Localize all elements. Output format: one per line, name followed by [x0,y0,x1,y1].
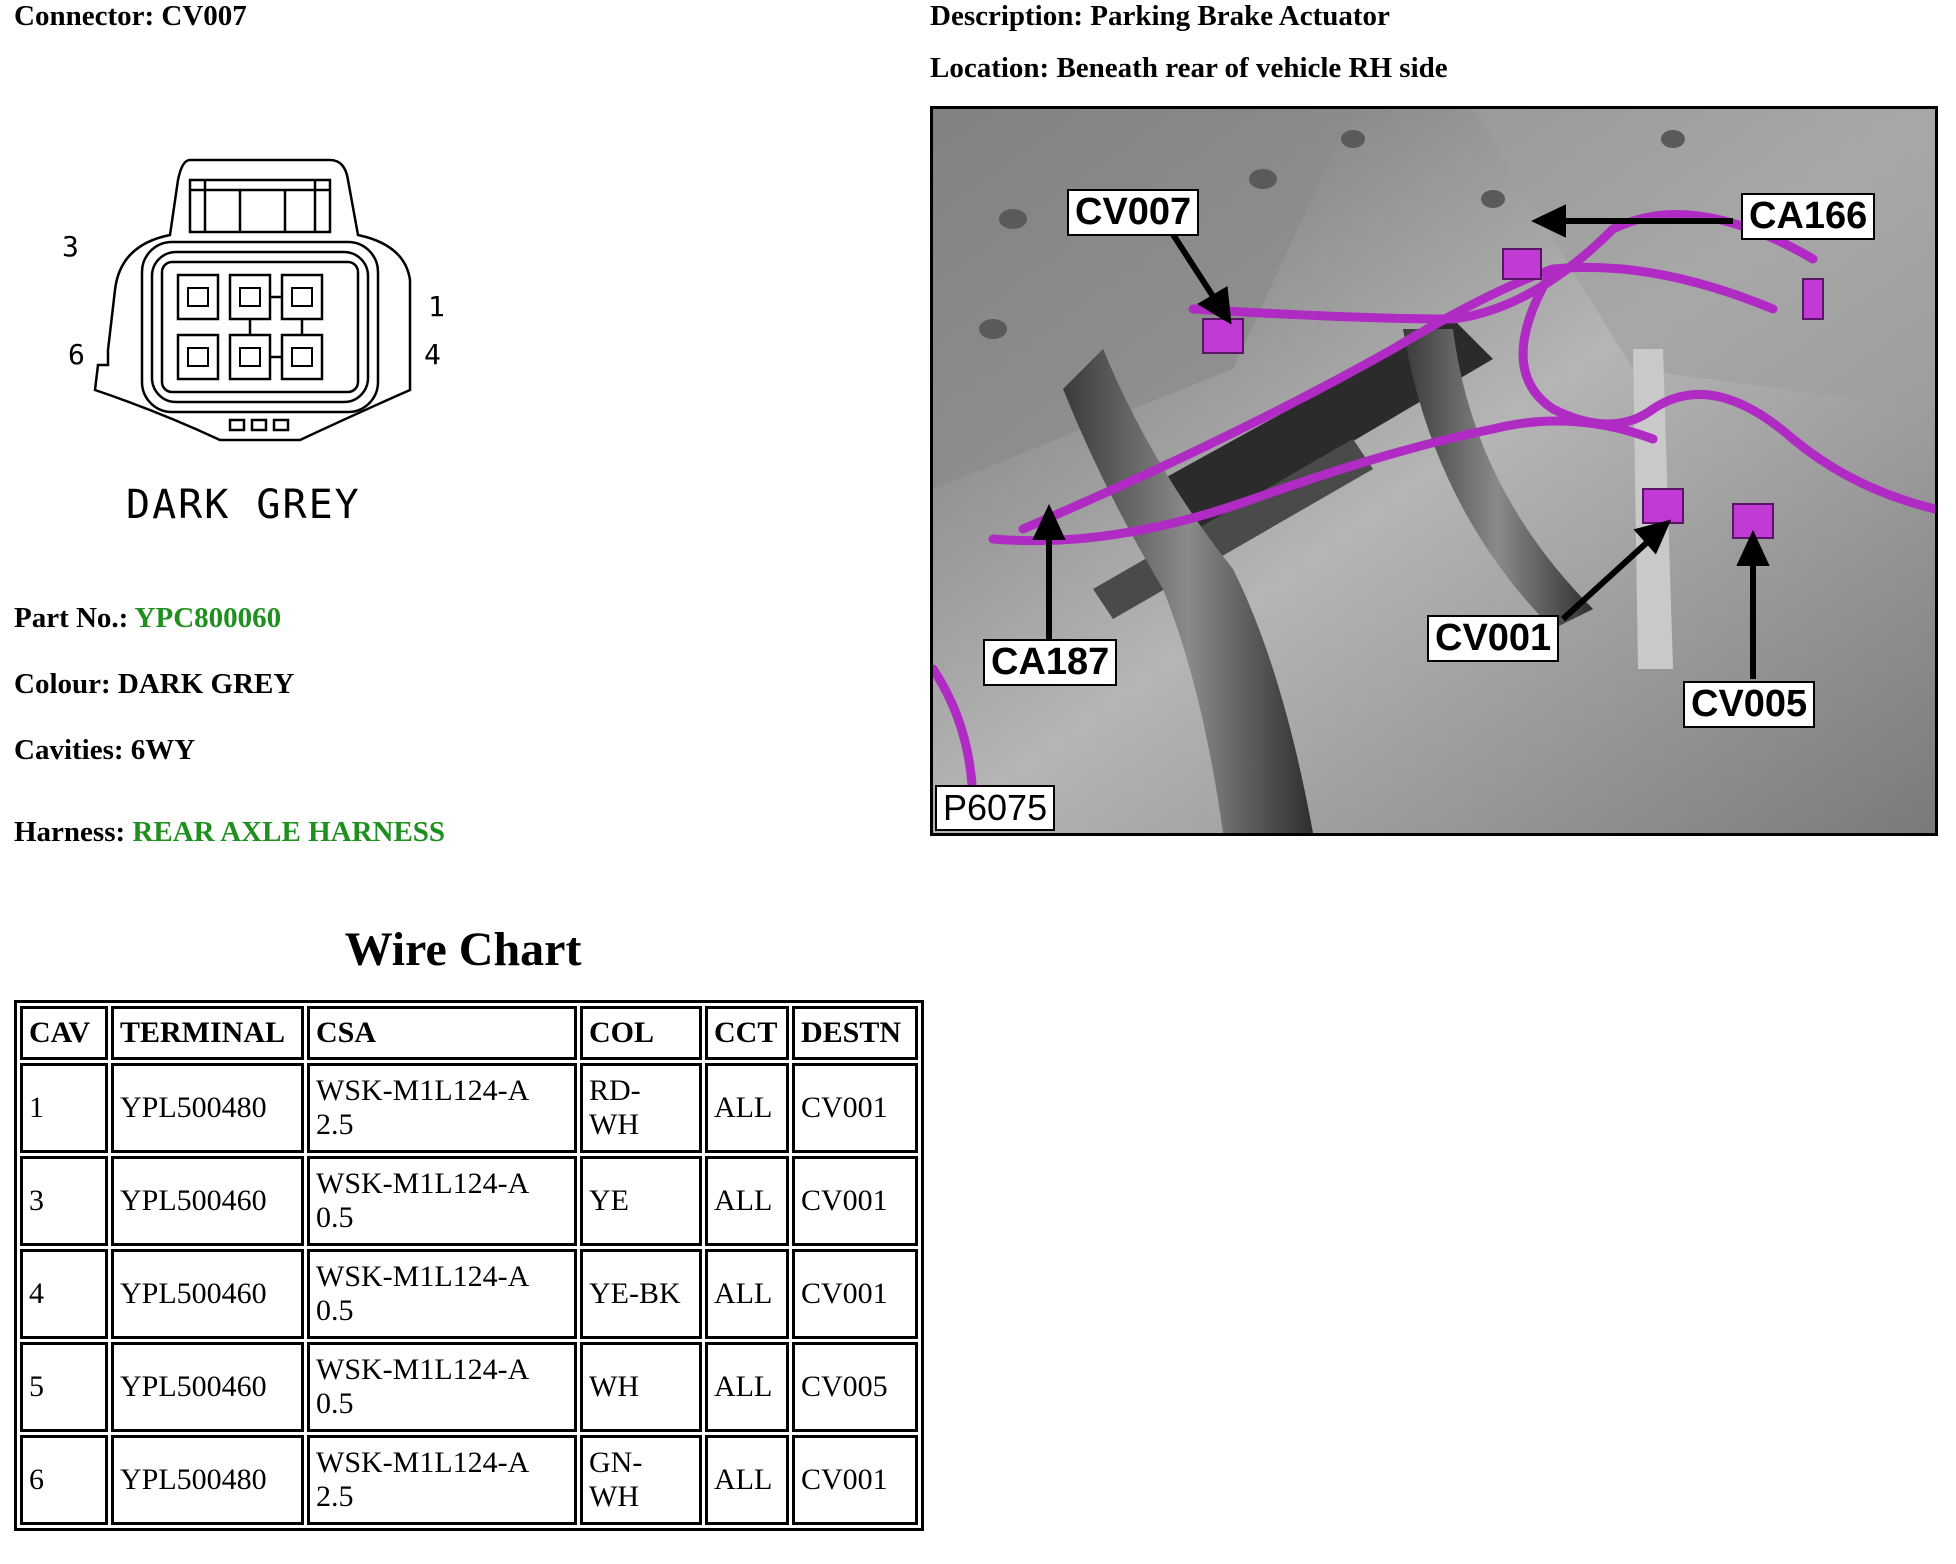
cell-terminal: YPL500480 [111,1063,304,1153]
col-header-destn: DESTN [792,1006,918,1060]
cell-cav: 5 [20,1342,108,1432]
pin-label-1: 1 [428,290,445,323]
wire-chart-title: Wire Chart [344,923,582,976]
connector-id: Connector: CV007 [14,0,247,32]
location: Location: Beneath rear of vehicle RH side [930,52,1448,84]
harness: Harness: REAR AXLE HARNESS [14,816,446,848]
colour: Colour: DARK GREY [14,668,295,700]
callout-ca187: CA187 [983,639,1117,686]
cell-csa: WSK-M1L124-A 2.5 [307,1435,577,1525]
cell-col: RD- WH [580,1063,702,1153]
cell-col: GN- WH [580,1435,702,1525]
cell-cct: ALL [705,1063,789,1153]
wire-chart-table [14,1000,924,1531]
cell-terminal: YPL500460 [111,1156,304,1246]
callout-ca166: CA166 [1741,193,1875,240]
table-row [20,1063,918,1153]
cell-cav: 1 [20,1063,108,1153]
location-photo [930,106,1938,836]
table-row [20,1435,918,1525]
cell-cct: ALL [705,1249,789,1339]
col-header-csa: CSA [307,1006,577,1060]
pin-label-3: 3 [62,230,79,263]
cell-csa: WSK-M1L124-A 0.5 [307,1156,577,1246]
cell-destn: CV001 [792,1249,918,1339]
cell-destn: CV005 [792,1342,918,1432]
cell-destn: CV001 [792,1063,918,1153]
cell-terminal: YPL500460 [111,1249,304,1339]
cell-destn: CV001 [792,1435,918,1525]
col-header-cav: CAV [20,1006,108,1060]
part-number: Part No.: YPC800060 [14,602,282,634]
cell-cct: ALL [705,1342,789,1432]
cell-cav: 6 [20,1435,108,1525]
pin-label-4: 4 [424,338,441,371]
cell-col: YE [580,1156,702,1246]
connector-face-diagram [60,150,460,450]
table-header-row [20,1006,918,1060]
table-row [20,1342,918,1432]
drawing-colour-caption: DARK GREY [126,482,361,528]
cell-cct: ALL [705,1435,789,1525]
callout-cv007: CV007 [1067,189,1199,236]
part-number-link[interactable]: YPC800060 [134,602,282,634]
harness-link[interactable]: REAR AXLE HARNESS [132,816,446,848]
callout-cv005: CV005 [1683,681,1815,728]
table-row [20,1249,918,1339]
description: Description: Parking Brake Actuator [930,0,1390,32]
col-header-cct: CCT [705,1006,789,1060]
cell-terminal: YPL500460 [111,1342,304,1432]
photo-ref: P6075 [935,785,1055,831]
cell-cct: ALL [705,1156,789,1246]
col-header-terminal: TERMINAL [111,1006,304,1060]
cell-csa: WSK-M1L124-A 0.5 [307,1249,577,1339]
cell-col: WH [580,1342,702,1432]
pin-label-6: 6 [68,338,85,371]
col-header-col: COL [580,1006,702,1060]
cell-csa: WSK-M1L124-A 0.5 [307,1342,577,1432]
cell-destn: CV001 [792,1156,918,1246]
cavities: Cavities: 6WY [14,734,196,766]
cell-csa: WSK-M1L124-A 2.5 [307,1063,577,1153]
cell-cav: 3 [20,1156,108,1246]
callout-cv001: CV001 [1427,615,1559,662]
table-row [20,1156,918,1246]
cell-cav: 4 [20,1249,108,1339]
cell-col: YE-BK [580,1249,702,1339]
cell-terminal: YPL500480 [111,1435,304,1525]
